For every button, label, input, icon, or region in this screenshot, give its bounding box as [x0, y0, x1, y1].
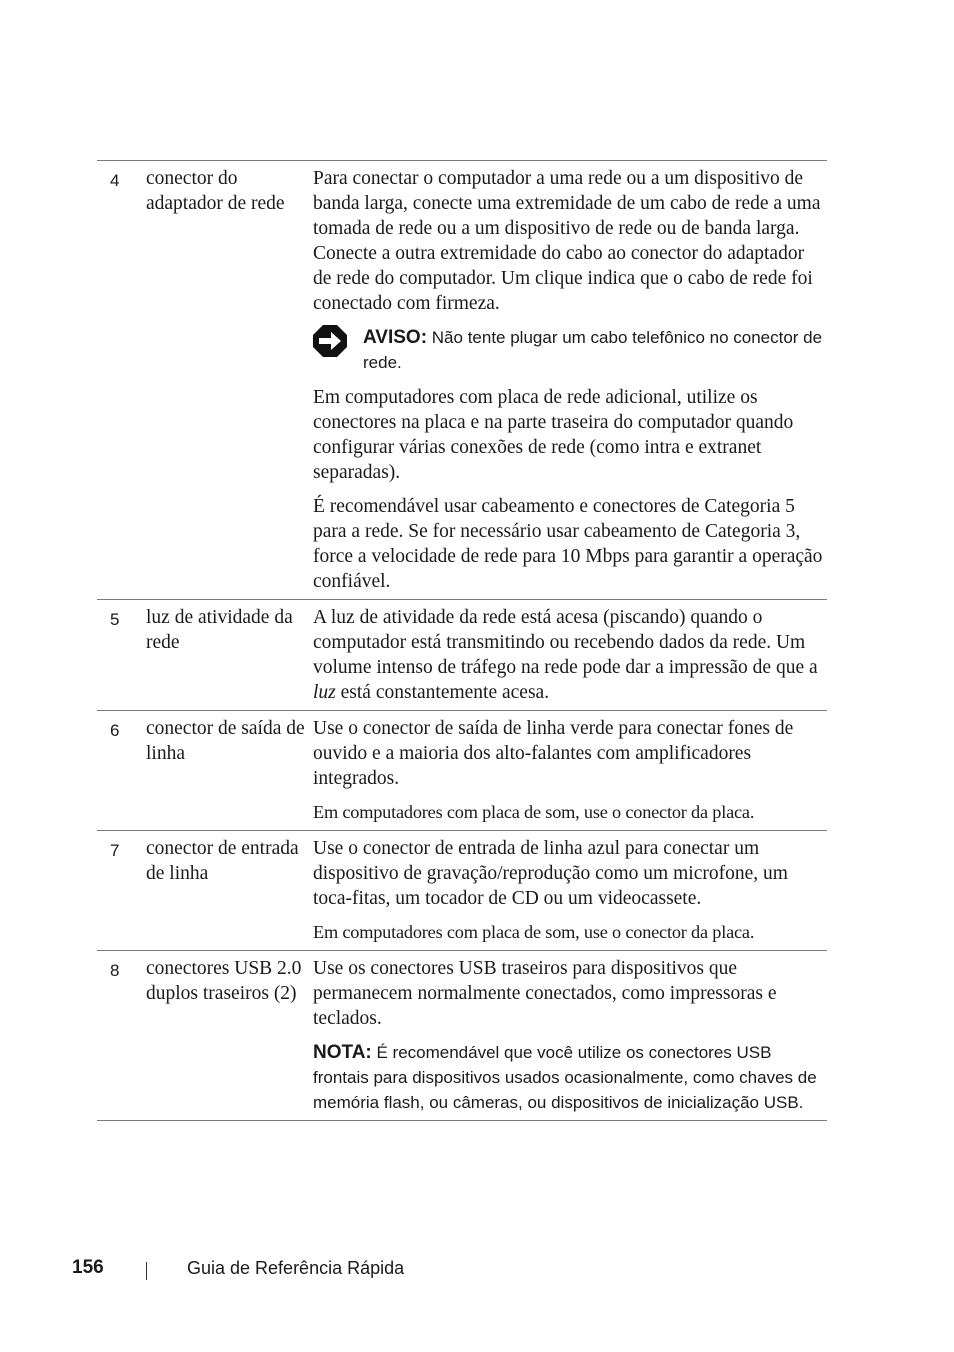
item-description [313, 163, 827, 594]
description-paragraph: Para conectar o computador a uma rede ou a um dispositivo de banda larga, conecte uma extremidade de um cabo de rede a uma tomada de rede ou a um dispositivo de rede ou de banda larga. Conecte a outra extremidade do cabo ao conector do adaptador de rede do computador. Um clique indica que o cabo de rede foi conectado com firmeza. [313, 168, 821, 314]
page-number: 156 [72, 1257, 104, 1278]
note-body: É recomendável que você utilize os conectores USB frontais para dispositivos usados ocasionalmente, como chaves de memória flash, ou câmeras, ou dispositivos de inicialização USB. [313, 1043, 817, 1112]
description-emphasis: luz [313, 682, 336, 703]
notice-arrow-icon [313, 325, 347, 357]
notice-text [363, 325, 827, 375]
connector-table [97, 160, 827, 1121]
item-number: 7 [110, 841, 120, 860]
item-name: conector de entrada de linha [146, 838, 299, 884]
table-row [97, 710, 827, 830]
description-paragraph [313, 605, 827, 705]
description-paragraph: Use o conector de saída de linha verde para conectar fones de ouvido e a maioria dos alto-falantes com amplificadores integrados. [313, 718, 794, 789]
item-name: luz de atividade da rede [146, 607, 293, 653]
item-description [313, 953, 827, 1115]
item-name: conector de saída de linha [146, 718, 305, 764]
description-paragraph: É recomendável usar cabeamento e conectores de Categoria 5 para a rede. Se for necessário usar cabeamento de Categoria 3, force a velocidade de rede para 10 Mbps para garantir a operação confiável. [313, 496, 823, 592]
description-text: A luz de atividade da rede está acesa (piscando) quando o computador está transmitindo ou recebendo dados da rede. Um volume intenso de tráfego na rede pode dar a impressão de que a [313, 607, 818, 678]
item-name: conector do adaptador de rede [146, 168, 285, 214]
description-text: está constantemente acesa. [335, 682, 550, 703]
table-row [97, 599, 827, 710]
item-description [313, 602, 827, 705]
note-text [313, 1040, 827, 1115]
table-row [97, 830, 827, 950]
description-paragraph: Em computadores com placa de som, use o conector da placa. [313, 922, 755, 942]
item-description [313, 713, 827, 825]
footer-title: Guia de Referência Rápida [187, 1258, 405, 1278]
table-row [97, 950, 827, 1121]
item-description [313, 833, 827, 945]
footer-divider [146, 1262, 147, 1280]
description-paragraph: Em computadores com placa de rede adicional, utilize os conectores na placa e na parte traseira do computador quando configurar várias conexões de rede (como intra e extranet separadas). [313, 387, 794, 483]
item-name: conectores USB 2.0 duplos traseiros (2) [146, 958, 302, 1004]
description-paragraph: Em computadores com placa de som, use o conector da placa. [313, 802, 755, 822]
notice-label: AVISO: [363, 327, 428, 348]
item-number: 5 [110, 610, 120, 629]
notice-box [313, 325, 827, 375]
notice-body: Não tente plugar um cabo telefônico no conector de rede. [363, 328, 823, 372]
item-number: 8 [110, 961, 120, 980]
table-row [97, 160, 827, 599]
item-number: 6 [110, 721, 120, 740]
description-paragraph: Use os conectores USB traseiros para dispositivos que permanecem normalmente conectados, como impressoras e teclados. [313, 958, 777, 1029]
note-label: NOTA: [313, 1042, 372, 1063]
description-paragraph: Use o conector de entrada de linha azul para conectar um dispositivo de gravação/reprodução como um microfone, um toca-fitas, um tocador de CD ou um videocassete. [313, 838, 788, 909]
item-number: 4 [110, 171, 120, 190]
